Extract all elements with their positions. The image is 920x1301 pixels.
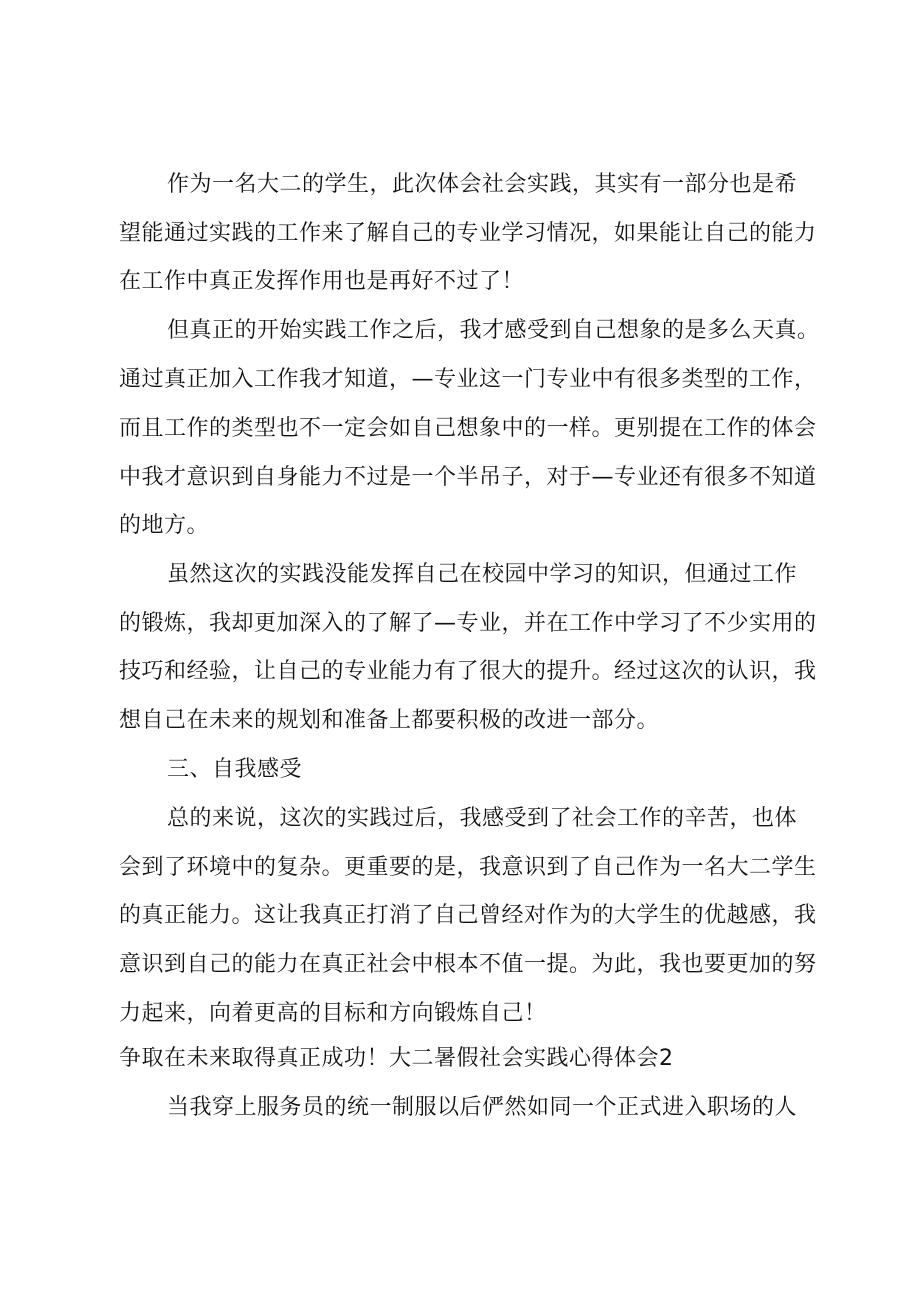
text-line: 中我才意识到自身能力不过是一个半吊子，对于—专业还有很多不知道 <box>119 465 817 490</box>
text-line: 想自己在未来的规划和准备上都要积极的改进一部分。 <box>119 708 660 733</box>
text-line: 在工作中真正发挥作用也是再好不过了！ <box>119 269 525 294</box>
text-line: 当我穿上服务员的统一制服以后俨然如同一个正式进入职场的人 <box>167 1095 798 1120</box>
text-line: 的真正能力。这让我真正打消了自己曾经对作为的大学生的优越感，我 <box>119 903 817 928</box>
section-heading: 三、自我感受 <box>167 757 303 782</box>
text-line: 望能通过实践的工作来了解自己的专业学习情况，如果能让自己的能力 <box>119 221 817 246</box>
text-line: 通过真正加入工作我才知道，—专业这一门专业中有很多类型的工作， <box>119 367 817 392</box>
text-line: 的地方。 <box>119 513 210 538</box>
text-line: 作为一名大二的学生，此次体会社会实践，其实有一部分也是希 <box>167 172 798 197</box>
text-line: 力起来，向着更高的目标和方向锻炼自己！ <box>119 1001 547 1026</box>
text-line: 会到了环境中的复杂。更重要的是，我意识到了自己作为一名大二学生 <box>119 855 817 880</box>
text-line: 争取在未来取得真正成功！大二暑假社会实践心得体会2 <box>119 1046 674 1071</box>
text-line: 但真正的开始实践工作之后，我才感受到自己想象的是多么天真。 <box>167 318 820 343</box>
text-line: 的锻炼，我却更加深入的了解了—专业，并在工作中学习了不少实用的 <box>119 611 817 636</box>
text-line: 虽然这次的实践没能发挥自己在校园中学习的知识，但通过工作 <box>167 562 798 587</box>
text-line: 而且工作的类型也不一定会如自己想象中的一样。更别提在工作的体会 <box>119 416 817 441</box>
text-line: 总的来说，这次的实践过后，我感受到了社会工作的辛苦，也体 <box>167 806 798 831</box>
text-line: 技巧和经验，让自己的专业能力有了很大的提升。经过这次的认识，我 <box>119 659 817 684</box>
text-line: 意识到自己的能力在真正社会中根本不值一提。为此，我也要更加的努 <box>119 952 817 977</box>
